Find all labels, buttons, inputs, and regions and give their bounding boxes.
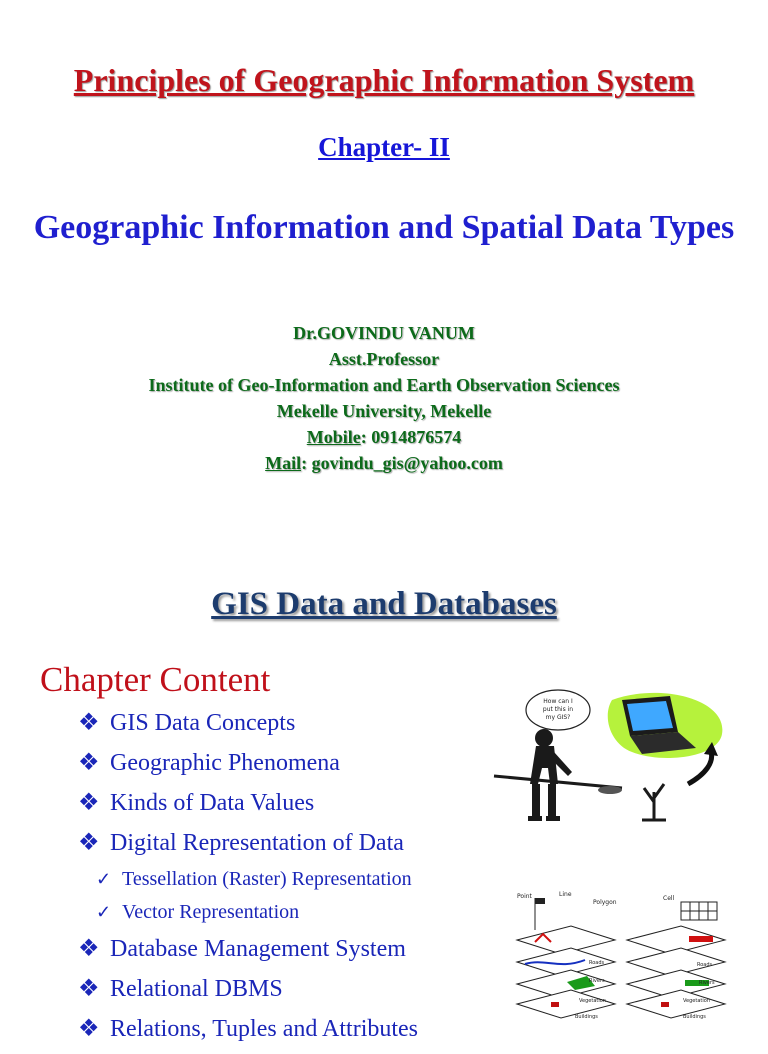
svg-text:Line: Line <box>559 891 572 898</box>
mobile-label: Mobile <box>306 427 361 447</box>
raster-layers-icon <box>627 895 725 1020</box>
svg-text:Point: Point <box>517 893 532 900</box>
diamond-bullet-icon: ❖ <box>78 790 100 816</box>
svg-text:Roads: Roads <box>589 960 605 966</box>
sub-list-item: ✓ Vector Representation <box>96 901 300 923</box>
svg-text:Cell: Cell <box>663 895 675 902</box>
svg-text:Rivers: Rivers <box>589 978 605 984</box>
author-mail <box>0 450 768 476</box>
author-name: Dr.GOVINDU VANUM <box>293 323 475 343</box>
svg-text:Rivers: Rivers <box>699 980 715 986</box>
sub-list-item: ✓ Tessellation (Raster) Representation <box>96 868 412 890</box>
diamond-bullet-icon: ❖ <box>78 710 100 736</box>
svg-text:How can I: How can I <box>543 698 573 705</box>
gis-layers-illustration <box>515 890 730 1024</box>
author-block <box>0 320 768 476</box>
diamond-bullet-icon: ❖ <box>78 830 100 856</box>
svg-text:Polygon: Polygon <box>593 899 617 906</box>
chapter-title: Geographic Information and Spatial Data Types <box>33 209 735 246</box>
author-position: Asst.Professor <box>328 349 440 369</box>
mail-label: Mail <box>265 453 302 473</box>
mail-value: : govindu_gis@yahoo.com <box>301 453 503 473</box>
list-item: ❖ Database Management System <box>78 936 406 962</box>
list-item: ❖ Kinds of Data Values <box>78 790 315 816</box>
svg-text:my GIS?: my GIS? <box>545 714 571 721</box>
diamond-bullet-icon: ❖ <box>78 976 100 1002</box>
check-icon: ✓ <box>96 869 112 889</box>
list-item: ❖ Relations, Tuples and Attributes <box>78 1016 419 1042</box>
list-item: ❖ GIS Data Concepts <box>78 710 296 736</box>
svg-text:Vegetation: Vegetation <box>579 998 606 1004</box>
course-title: Principles of Geographic Information System <box>73 62 695 98</box>
tree-icon <box>642 784 666 820</box>
mobile-value: : 0914876574 <box>360 427 462 447</box>
vector-layers-icon <box>517 891 617 1020</box>
diamond-bullet-icon: ❖ <box>78 750 100 776</box>
slide-title: GIS Data and Databases <box>211 586 557 622</box>
diamond-bullet-icon: ❖ <box>78 1016 100 1042</box>
chapter-content-heading: Chapter Content <box>40 660 271 699</box>
title-slide <box>0 0 768 520</box>
svg-text:Roads: Roads <box>697 962 713 968</box>
svg-text:put this in: put this in <box>542 706 574 713</box>
svg-text:Buildings: Buildings <box>683 1014 706 1020</box>
list-item: ❖ Relational DBMS <box>78 976 283 1002</box>
diamond-bullet-icon: ❖ <box>78 936 100 962</box>
svg-text:Buildings: Buildings <box>575 1014 598 1020</box>
chapter-number: Chapter- II <box>318 132 450 162</box>
list-item: ❖ Geographic Phenomena <box>78 750 340 776</box>
author-institute: Institute of Geo-Information and Earth Observation Sciences <box>148 375 620 395</box>
svg-text:Vegetation: Vegetation <box>683 998 710 1004</box>
surveyor-figure-icon <box>528 729 572 821</box>
chapter-content-list <box>78 708 418 1054</box>
author-mobile <box>0 424 768 450</box>
check-icon: ✓ <box>96 902 112 922</box>
surveyor-laptop-illustration <box>492 688 728 838</box>
author-university: Mekelle University, Mekelle <box>276 401 492 421</box>
list-item: ❖ Digital Representation of Data <box>78 830 404 856</box>
content-slide <box>0 560 768 1042</box>
